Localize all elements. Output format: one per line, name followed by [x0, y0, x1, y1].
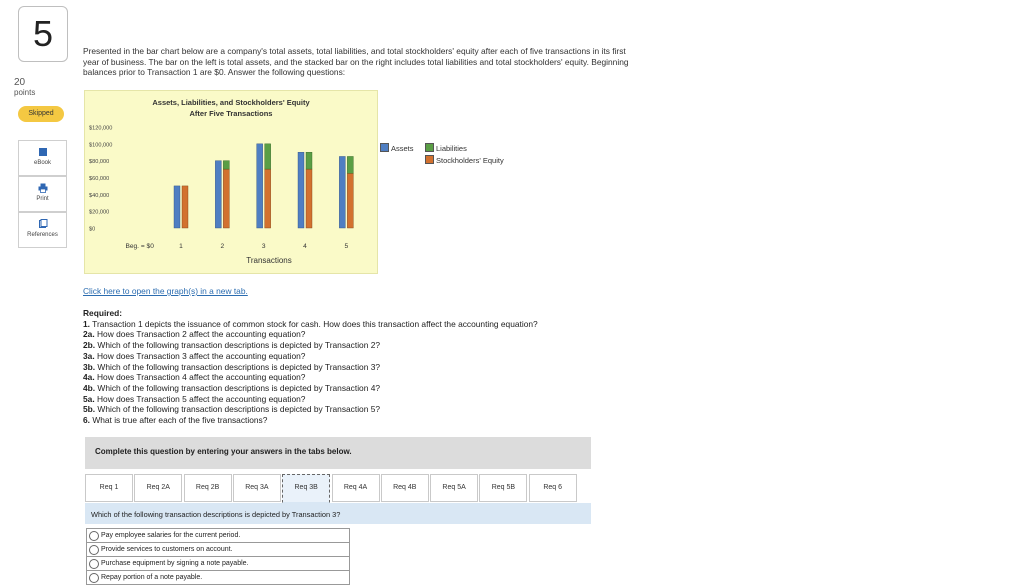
question-number: 5 — [18, 6, 68, 62]
required-item-number: 4b. — [83, 382, 96, 393]
required-item — [83, 351, 643, 362]
bar-equity — [182, 186, 188, 228]
required-item-number: 5b. — [83, 404, 96, 415]
required-item-number: 6. — [83, 415, 90, 426]
required-item-number: 2b. — [83, 340, 96, 351]
x-tick-label: 1 — [179, 243, 183, 250]
radio-button[interactable] — [89, 573, 99, 583]
bar-assets — [257, 144, 263, 228]
question-prompt: Which of the following transaction descriptions is depicted by Transaction 3? — [91, 510, 341, 519]
references-button[interactable] — [18, 212, 67, 248]
required-item — [83, 394, 643, 405]
legend-liabilities — [425, 143, 467, 153]
required-item-text: How does Transaction 2 affect the accounting equation? — [94, 329, 306, 340]
required-item-number: 2a. — [83, 329, 95, 340]
bar-assets — [339, 156, 345, 228]
tab-req-4b[interactable]: Req 4B — [381, 474, 429, 502]
bar-liabilities — [265, 144, 271, 169]
required-item — [83, 362, 643, 373]
legend-swatch-liabilities — [425, 143, 434, 152]
intro-text: Presented in the bar chart below are a company's total assets, total liabilities, and total stockholders' equity after each of five transactions in its first year of business. The bar on the left is total assets, and the stacked bar on the right includes total liabilities and total stockholders' equity. Beginning balances prior to Transaction 1 are $0. Answer the following questions: — [83, 46, 629, 78]
radio-button[interactable] — [89, 531, 99, 541]
references-icon — [38, 219, 48, 229]
tab-req-1[interactable]: Req 1 — [85, 474, 133, 502]
bar-equity — [223, 169, 229, 228]
y-tick-label: $100,000 — [89, 142, 113, 149]
tab-req-3b[interactable]: Req 3B — [282, 474, 330, 503]
x-axis-label: Transactions — [246, 256, 292, 265]
radio-button[interactable] — [89, 559, 99, 569]
x-tick-label: 2 — [220, 243, 225, 250]
required-item-text: Which of the following transaction descriptions is depicted by Transaction 3? — [95, 361, 381, 372]
y-tick-label: $40,000 — [89, 192, 110, 199]
y-tick-label: $20,000 — [89, 209, 110, 216]
y-tick-label: $80,000 — [89, 159, 110, 166]
required-item-text: How does Transaction 5 affect the accounting equation? — [94, 393, 306, 404]
required-item-number: 3a. — [83, 350, 95, 361]
points-label: points — [14, 88, 36, 97]
y-tick-label: $120,000 — [89, 125, 113, 132]
open-graph-link[interactable]: Click here to open the graph(s) in a new tab. — [83, 286, 248, 296]
bar-chart — [85, 91, 377, 273]
bar-liabilities — [306, 152, 312, 169]
bar-assets — [215, 161, 221, 228]
tab-req-4a[interactable]: Req 4A — [332, 474, 380, 502]
required-heading: Required: — [83, 308, 123, 318]
bar-assets — [174, 186, 180, 228]
required-item — [83, 329, 643, 340]
question-prompt-bar — [85, 503, 591, 524]
required-item — [83, 319, 643, 330]
tab-req-5b[interactable]: Req 5B — [479, 474, 527, 502]
required-section — [83, 308, 643, 426]
required-item — [83, 404, 643, 415]
legend-assets — [380, 143, 414, 153]
required-item-text: How does Transaction 3 affect the accounting equation? — [94, 350, 306, 361]
required-item-number: 5a. — [83, 393, 95, 404]
legend-label-liabilities: Liabilities — [436, 144, 467, 153]
y-tick-label: $0 — [89, 226, 96, 233]
status-badge: Skipped — [18, 106, 64, 122]
legend-swatch-equity — [425, 155, 434, 164]
required-item — [83, 372, 643, 383]
answer-options — [86, 528, 350, 585]
book-icon — [38, 147, 48, 157]
required-item-text: Transaction 1 depicts the issuance of common stock for cash. How does this transaction affect the accounting equation? — [90, 318, 538, 329]
y-tick-label: $60,000 — [89, 176, 110, 182]
points-info — [14, 78, 44, 98]
answer-option-label: Repay portion of a note payable. — [101, 574, 203, 581]
answer-option[interactable] — [87, 557, 349, 571]
required-item-text: Which of the following transaction descriptions is depicted by Transaction 2? — [95, 340, 381, 351]
printer-icon — [38, 183, 48, 193]
legend-label-equity: Stockholders' Equity — [436, 156, 504, 165]
answer-option-label: Pay employee salaries for the current period. — [101, 532, 241, 539]
x-tick-label: Beg. = $0 — [125, 243, 154, 250]
ebook-label: eBook — [33, 160, 51, 166]
answer-option-label: Provide services to customers on account. — [101, 546, 233, 553]
tab-req-6[interactable]: Req 6 — [529, 474, 577, 502]
chart-title: Assets, Liabilities, and Stockholders' Equity — [152, 98, 310, 107]
required-item — [83, 340, 643, 351]
answer-option[interactable] — [87, 543, 349, 557]
answer-option-label: Purchase equipment by signing a note payable. — [101, 560, 249, 567]
required-item-text: What is true after each of the five transactions? — [90, 415, 268, 426]
required-item-number: 3b. — [83, 361, 96, 372]
panel-title: Complete this question by entering your answers in the tabs below. — [95, 447, 352, 456]
answer-option[interactable] — [87, 529, 349, 543]
bar-assets — [298, 152, 304, 228]
chart-panel — [84, 90, 378, 274]
required-item — [83, 415, 643, 426]
required-item-number: 1. — [83, 318, 90, 329]
tab-req-2a[interactable]: Req 2A — [134, 474, 182, 502]
bar-liabilities — [347, 156, 353, 173]
print-label: Print — [36, 196, 49, 202]
required-item-text: How does Transaction 4 affect the accounting equation? — [94, 372, 306, 383]
bar-equity — [347, 173, 353, 228]
legend-label-assets: Assets — [391, 144, 414, 153]
points-value: 20 — [14, 77, 26, 88]
required-item-text: Which of the following transaction descriptions is depicted by Transaction 5? — [95, 404, 381, 415]
required-item-number: 4a. — [83, 372, 95, 383]
x-tick-label: 4 — [303, 243, 307, 250]
chart-subtitle: After Five Transactions — [189, 109, 273, 118]
req-tabs — [85, 474, 585, 502]
legend-swatch-assets — [380, 143, 389, 152]
tab-req-2b[interactable]: Req 2B — [184, 474, 232, 502]
required-item-text: Which of the following transaction descriptions is depicted by Transaction 4? — [95, 382, 381, 393]
x-tick-label: 5 — [344, 243, 349, 250]
tab-req-5a[interactable]: Req 5A — [430, 474, 478, 502]
bar-liabilities — [223, 161, 229, 169]
required-item — [83, 383, 643, 394]
radio-button[interactable] — [89, 545, 99, 555]
bar-equity — [306, 169, 312, 228]
print-button[interactable] — [18, 176, 67, 212]
tab-req-3a[interactable]: Req 3A — [233, 474, 281, 502]
answer-option[interactable] — [87, 571, 349, 584]
x-tick-label: 3 — [261, 243, 266, 250]
legend-equity — [425, 155, 504, 165]
references-label: References — [27, 232, 58, 238]
ebook-button[interactable] — [18, 140, 67, 176]
answer-panel — [85, 437, 591, 469]
bar-equity — [265, 169, 271, 228]
